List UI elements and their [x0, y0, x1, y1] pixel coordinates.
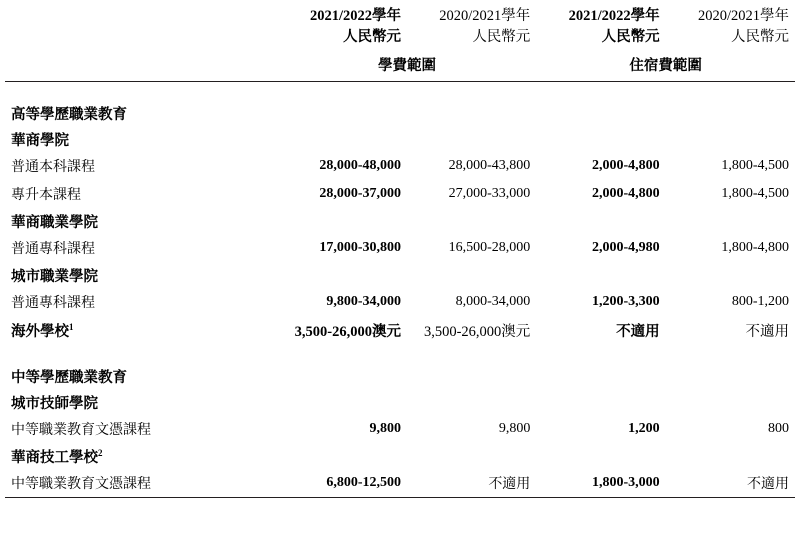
header-year-tuition-2020: 2020/2021學年 — [439, 8, 531, 24]
tuition-2021: 28,000-48,000 — [319, 158, 401, 174]
header-year-tuition-2021: 2021/2022學年 — [309, 8, 401, 24]
header-currency-tuition-2021: 人民幣元 — [343, 29, 401, 46]
tuition-2020: 不適用 — [488, 477, 531, 493]
header-group-boarding: 住宿費範圍 — [629, 58, 702, 75]
header-currency-boarding-2020: 人民幣元 — [731, 29, 789, 46]
school-row-huashang-technical-school — [5, 443, 795, 469]
header-currency-boarding-2021: 人民幣元 — [601, 29, 660, 46]
spacer-after-header — [5, 82, 795, 98]
table-row — [5, 415, 795, 443]
school-name-overseas — [5, 316, 278, 345]
boarding-2021: 2,000-4,980 — [591, 240, 660, 256]
boarding-2020: 1,800-4,500 — [721, 186, 789, 202]
table-row-overseas-schools — [5, 316, 795, 345]
section-title-row — [5, 361, 795, 389]
boarding-2020: 不適用 — [745, 324, 789, 341]
bottom-rule — [5, 497, 795, 498]
program-label: 中等職業教育文憑課程 — [11, 477, 151, 493]
boarding-2021: 1,200-3,300 — [591, 294, 660, 310]
section-title-higher-vocational: 高等學歷職業教育 — [11, 107, 127, 124]
tuition-2020: 16,500-28,000 — [448, 240, 531, 256]
school-name: 城市技師學院 — [11, 396, 98, 413]
header-currency-row — [5, 27, 795, 52]
school-name: 華商技工學校 — [11, 450, 98, 467]
school-name: 城市職業學院 — [11, 269, 98, 286]
tuition-2021: 9,800-34,000 — [326, 294, 401, 310]
school-label-text: 海外學校 — [11, 324, 69, 341]
boarding-2021: 2,000-4,800 — [591, 158, 660, 174]
school-row-huashang-vocational-college — [5, 208, 795, 234]
header-group-tuition: 學費範圍 — [378, 58, 436, 75]
tuition-2021: 9,800 — [369, 421, 401, 437]
tuition-2021: 3,500-26,000澳元 — [294, 324, 401, 341]
tuition-2021: 28,000-37,000 — [319, 186, 401, 202]
boarding-2020: 1,800-4,800 — [721, 240, 789, 256]
boarding-2020: 不適用 — [747, 477, 789, 493]
boarding-2020: 800 — [768, 421, 789, 437]
school-row-huashang-college — [5, 126, 795, 152]
tuition-2021: 17,000-30,800 — [319, 240, 401, 256]
header-year-boarding-2020: 2020/2021學年 — [697, 8, 789, 24]
tuition-2021: 6,800-12,500 — [326, 475, 401, 491]
school-name-wrapper — [5, 443, 795, 469]
school-name: 華商學院 — [11, 133, 69, 150]
spacer-between-sections — [5, 345, 795, 361]
section-title-secondary-vocational: 中等學歷職業教育 — [11, 370, 127, 387]
section-title-row — [5, 98, 795, 126]
tuition-2020: 9,800 — [498, 421, 531, 437]
boarding-2021: 不適用 — [616, 324, 660, 341]
program-label: 普通本科課程 — [11, 160, 95, 176]
tuition-fee-table — [5, 0, 795, 498]
table-row — [5, 180, 795, 208]
boarding-2020: 800-1,200 — [731, 294, 789, 310]
program-label: 專升本課程 — [11, 188, 81, 204]
table-row — [5, 152, 795, 180]
school-name: 華商職業學院 — [11, 215, 98, 232]
program-label: 普通專科課程 — [11, 242, 95, 258]
boarding-2021: 1,200 — [628, 421, 660, 437]
school-row-city-vocational-college — [5, 262, 795, 288]
school-row-city-technician-college — [5, 389, 795, 415]
header-currency-tuition-2020: 人民幣元 — [472, 29, 531, 46]
footnote-marker: 1 — [69, 322, 74, 333]
table-row — [5, 469, 795, 497]
footnote-marker: 2 — [98, 448, 103, 459]
header-year-row — [5, 0, 795, 27]
boarding-2021: 2,000-4,800 — [591, 186, 660, 202]
header-currency-blank — [5, 27, 278, 52]
tuition-2020: 8,000-34,000 — [455, 294, 531, 310]
header-year-boarding-2021: 2021/2022學年 — [568, 8, 660, 24]
boarding-2021: 1,800-3,000 — [591, 475, 660, 491]
header-group-row — [5, 52, 795, 81]
table-row — [5, 288, 795, 316]
boarding-2020: 1,800-4,500 — [721, 158, 789, 174]
program-label: 中等職業教育文憑課程 — [11, 423, 151, 439]
header-group-blank — [5, 52, 278, 81]
header-corner-blank — [5, 0, 278, 27]
bottom-rule-row — [5, 497, 795, 498]
table-row — [5, 234, 795, 262]
tuition-2020: 3,500-26,000澳元 — [423, 324, 531, 341]
program-label: 普通專科課程 — [11, 296, 95, 312]
tuition-2020: 28,000-43,800 — [448, 158, 531, 174]
tuition-2020: 27,000-33,000 — [448, 186, 531, 202]
